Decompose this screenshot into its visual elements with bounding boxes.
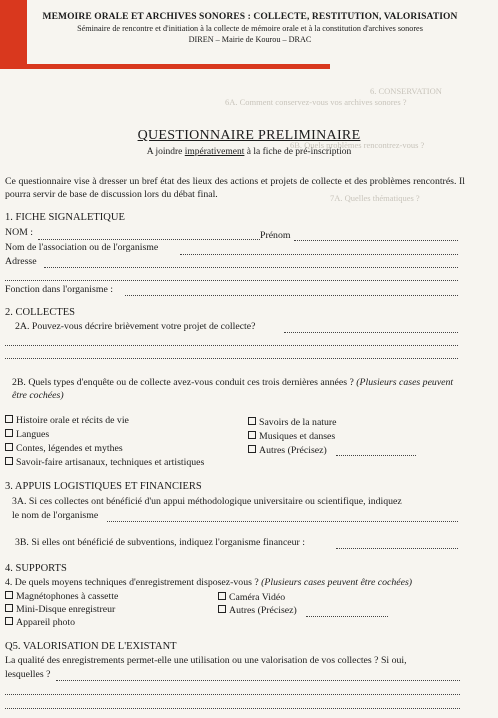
assoc-field[interactable] — [180, 254, 458, 255]
q5-field-2[interactable] — [5, 694, 460, 695]
intro-paragraph: Ce questionnaire vise à dresser un bref état des lieux des actions et projets de collecte et des problèmes rencontrés. Il pourra servir de base de discussion lors du débat final. — [5, 176, 465, 200]
q2a-field-3[interactable] — [5, 358, 458, 359]
q2a-field-2[interactable] — [5, 345, 458, 346]
red-corner-bar — [0, 0, 27, 69]
q2a-label: 2A. Pouvez-vous décrire brièvement votre projet de collecte? — [15, 321, 256, 332]
q5-field-3[interactable] — [5, 708, 460, 709]
checkbox-autres-supports[interactable]: Autres (Précisez) — [218, 605, 297, 616]
header-seminar-title: MEMOIRE ORALE ET ARCHIVES SONORES : COLLECTE, RESTITUTION, VALORISATION — [42, 12, 458, 22]
checkbox-icon[interactable] — [248, 431, 256, 439]
checkbox-magnetophones[interactable]: Magnétophones à cassette — [5, 591, 118, 602]
q2a-field[interactable] — [284, 332, 458, 333]
bleed-text-2: 6A. Comment conservez-vous vos archives sonores ? — [225, 97, 407, 107]
checkbox-savoirs-nature[interactable]: Savoirs de la nature — [248, 417, 337, 428]
checkbox-icon[interactable] — [248, 417, 256, 425]
autres-supports-field[interactable] — [306, 616, 388, 617]
checkbox-savoir-faire[interactable]: Savoir-faire artisanaux, techniques et artistiques — [5, 457, 204, 468]
emphasis: impérativement — [184, 147, 245, 157]
q3b-label: 3B. Si elles ont bénéficié de subventions, indiquez l'organisme financeur : — [15, 537, 305, 548]
checkbox-icon[interactable] — [5, 457, 13, 465]
q5-label-2: lesquelles ? — [5, 669, 51, 680]
checkbox-icon[interactable] — [5, 591, 13, 599]
checkbox-mini-disque[interactable]: Mini-Disque enregistreur — [5, 604, 115, 615]
checkbox-appareil-photo[interactable]: Appareil photo — [5, 617, 75, 628]
nom-field[interactable] — [38, 239, 260, 240]
page-title: QUESTIONNAIRE PRELIMINAIRE — [137, 128, 361, 143]
checkbox-icon[interactable] — [218, 605, 226, 613]
q2b-label: 2B. Quels types d'enquête ou de collecte avez-vous conduit ces trois dernières années ? (Plusieurs cases peuvent être cochées) — [12, 377, 454, 401]
section-2-title: 2. COLLECTES — [5, 307, 75, 318]
prenom-field[interactable] — [294, 240, 458, 241]
adresse-field[interactable] — [44, 267, 458, 268]
checkbox-histoire-orale[interactable]: Histoire orale et récits de vie — [5, 415, 129, 426]
q3a-label: 3A. Si ces collectes ont bénéficié d'un appui méthodologique universitaire ou scientifique, indiquez — [12, 496, 402, 507]
checkbox-icon[interactable] — [5, 429, 13, 437]
section-3-title: 3. APPUIS LOGISTIQUES ET FINANCIERS — [5, 481, 202, 492]
checkbox-icon[interactable] — [5, 617, 13, 625]
q4-label: 4. De quels moyens techniques d'enregistrement disposez-vous ? (Plusieurs cases peuvent être cochées) — [5, 577, 413, 588]
checkbox-icon[interactable] — [218, 592, 226, 600]
q5-label: La qualité des enregistrements permet-elle une utilisation ou une valorisation de vos collectes ? Si oui, — [5, 655, 407, 666]
section-1-title: 1. FICHE SIGNALETIQUE — [5, 212, 125, 223]
checkbox-musiques[interactable]: Musiques et danses — [248, 431, 335, 442]
section-5-title: Q5. VALORISATION DE L'EXISTANT — [5, 641, 177, 652]
checkbox-contes[interactable]: Contes, légendes et mythes — [5, 443, 123, 454]
fonction-label: Fonction dans l'organisme : — [5, 284, 113, 295]
adresse-field-2[interactable] — [5, 280, 458, 281]
checkbox-icon[interactable] — [5, 415, 13, 423]
prenom-label: Prénom — [260, 230, 291, 241]
checkbox-icon[interactable] — [248, 445, 256, 453]
q3b-field[interactable] — [336, 548, 458, 549]
bleed-text-3: 6B. Quels problèmes rencontrez-vous ? — [290, 140, 425, 150]
autres-collecte-field[interactable] — [336, 455, 416, 456]
checkbox-icon[interactable] — [5, 604, 13, 612]
bleed-text-1: 6. CONSERVATION — [370, 86, 442, 96]
assoc-label: Nom de l'association ou de l'organisme — [5, 242, 159, 253]
section-4-title: 4. SUPPORTS — [5, 563, 67, 574]
checkbox-autres-collecte[interactable]: Autres (Précisez) — [248, 445, 327, 456]
red-header-rule — [0, 64, 330, 69]
q3a-field[interactable] — [107, 521, 458, 522]
q3a-label-2: le nom de l'organisme — [12, 510, 99, 521]
page-subtitle: A joindre impérativement à la fiche de pré-inscription — [146, 147, 352, 157]
checkbox-langues[interactable]: Langues — [5, 429, 49, 440]
adresse-label: Adresse — [5, 256, 37, 267]
bleed-text-4: 7A. Quelles thématiques ? — [330, 193, 420, 203]
header-organizers: DIREN – Mairie de Kourou – DRAC — [188, 35, 312, 44]
checkbox-camera-video[interactable]: Caméra Vidéo — [218, 592, 285, 603]
checkbox-icon[interactable] — [5, 443, 13, 451]
fonction-field[interactable] — [125, 295, 458, 296]
nom-label: NOM : — [5, 227, 34, 238]
header-seminar-subtitle: Séminaire de rencontre et d'initiation à la collecte de mémoire orale et à la constitution d'archives sonores — [77, 24, 423, 33]
q5-field[interactable] — [56, 680, 460, 681]
